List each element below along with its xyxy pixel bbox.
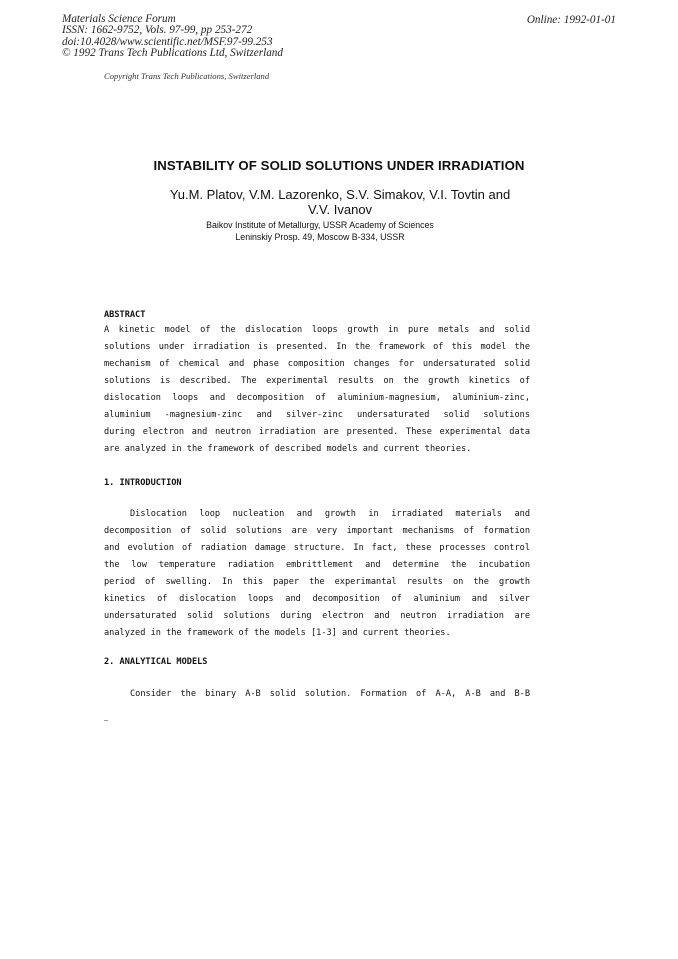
abstract-heading: ABSTRACT [104, 310, 146, 320]
journal-doi[interactable]: doi:10.4028/www.scientific.net/MSF.97-99.253 [62, 35, 273, 48]
introduction-line: and evolution of radiation damage structure. In fact, these processes control [104, 543, 530, 553]
abstract-line: mechanism of chemical and phase composition changes for undersaturated solid [104, 359, 530, 369]
author-list [120, 187, 560, 217]
abstract-body [104, 322, 530, 458]
journal-name: Materials Science Forum [62, 13, 176, 25]
paper-title: INSTABILITY OF SOLID SOLUTIONS UNDER IRRADIATION [153, 158, 525, 173]
journal-header [62, 14, 283, 60]
models-heading: 2. ANALYTICAL MODELS [104, 657, 208, 667]
journal-issn: ISSN: 1662-9752, Vols. 97-99, pp 253-272 [62, 24, 253, 37]
abstract-line: during electron and neutron irradiation are presented. These experimental data [104, 427, 530, 437]
introduction-line: undersaturated solid solutions during electron and neutron irradiation are [104, 611, 530, 621]
scan-mark [104, 720, 108, 721]
introduction-body [104, 506, 530, 642]
introduction-line: Dislocation loop nucleation and growth in irradiated materials and [130, 509, 530, 519]
models-line: Consider the binary A-B solid solution. Formation of A-A, A-B and B-B [130, 689, 530, 699]
introduction-line: decomposition of solid solutions are very important mechanisms of formation [104, 526, 530, 536]
abstract-line: A kinetic model of the dislocation loops growth in pure metals and solid [104, 325, 530, 335]
abstract-line: are analyzed in the framework of described models and current theories. [104, 444, 472, 454]
journal-copyright: © 1992 Trans Tech Publications Ltd, Switzerland [62, 47, 283, 60]
introduction-line: kinetics of dislocation loops and decomposition of aluminium and silver [104, 594, 530, 604]
authors-line-2: V.V. Ivanov [307, 202, 373, 217]
abstract-line: solutions under irradiation is presented. In the framework of this model the [104, 342, 530, 352]
authors-line-1: Yu.M. Platov, V.M. Lazorenko, S.V. Simakov, V.I. Tovtin and [169, 187, 511, 202]
abstract-line: solutions is described. The experimental results on the growth kinetics of [104, 376, 530, 386]
introduction-heading: 1. INTRODUCTION [104, 478, 182, 488]
affiliation-line-1: Baikov Institute of Metallurgy, USSR Academy of Sciences [206, 220, 434, 230]
affiliation-line-2: Leninskiy Prosp. 49, Moscow B-334, USSR [235, 231, 405, 242]
affiliation [0, 220, 640, 243]
models-body [104, 686, 530, 703]
introduction-line: analyzed in the framework of the models [1-3] and current theories. [104, 628, 451, 638]
introduction-line: period of swelling. In this paper the experimantal results on the growth [104, 577, 530, 587]
abstract-line: aluminium -magnesium-zinc and silver-zinc undersaturated solid solutions [104, 410, 530, 420]
abstract-line: dislocation loops and decomposition of aluminium-magnesium, aluminium-zinc, [104, 393, 530, 403]
introduction-line: the low temperature radiation embrittlement and determine the incubation [104, 560, 530, 570]
copyright-small: Copyright Trans Tech Publications, Switzerland [104, 71, 270, 81]
online-date: Online: 1992-01-01 [526, 14, 616, 26]
